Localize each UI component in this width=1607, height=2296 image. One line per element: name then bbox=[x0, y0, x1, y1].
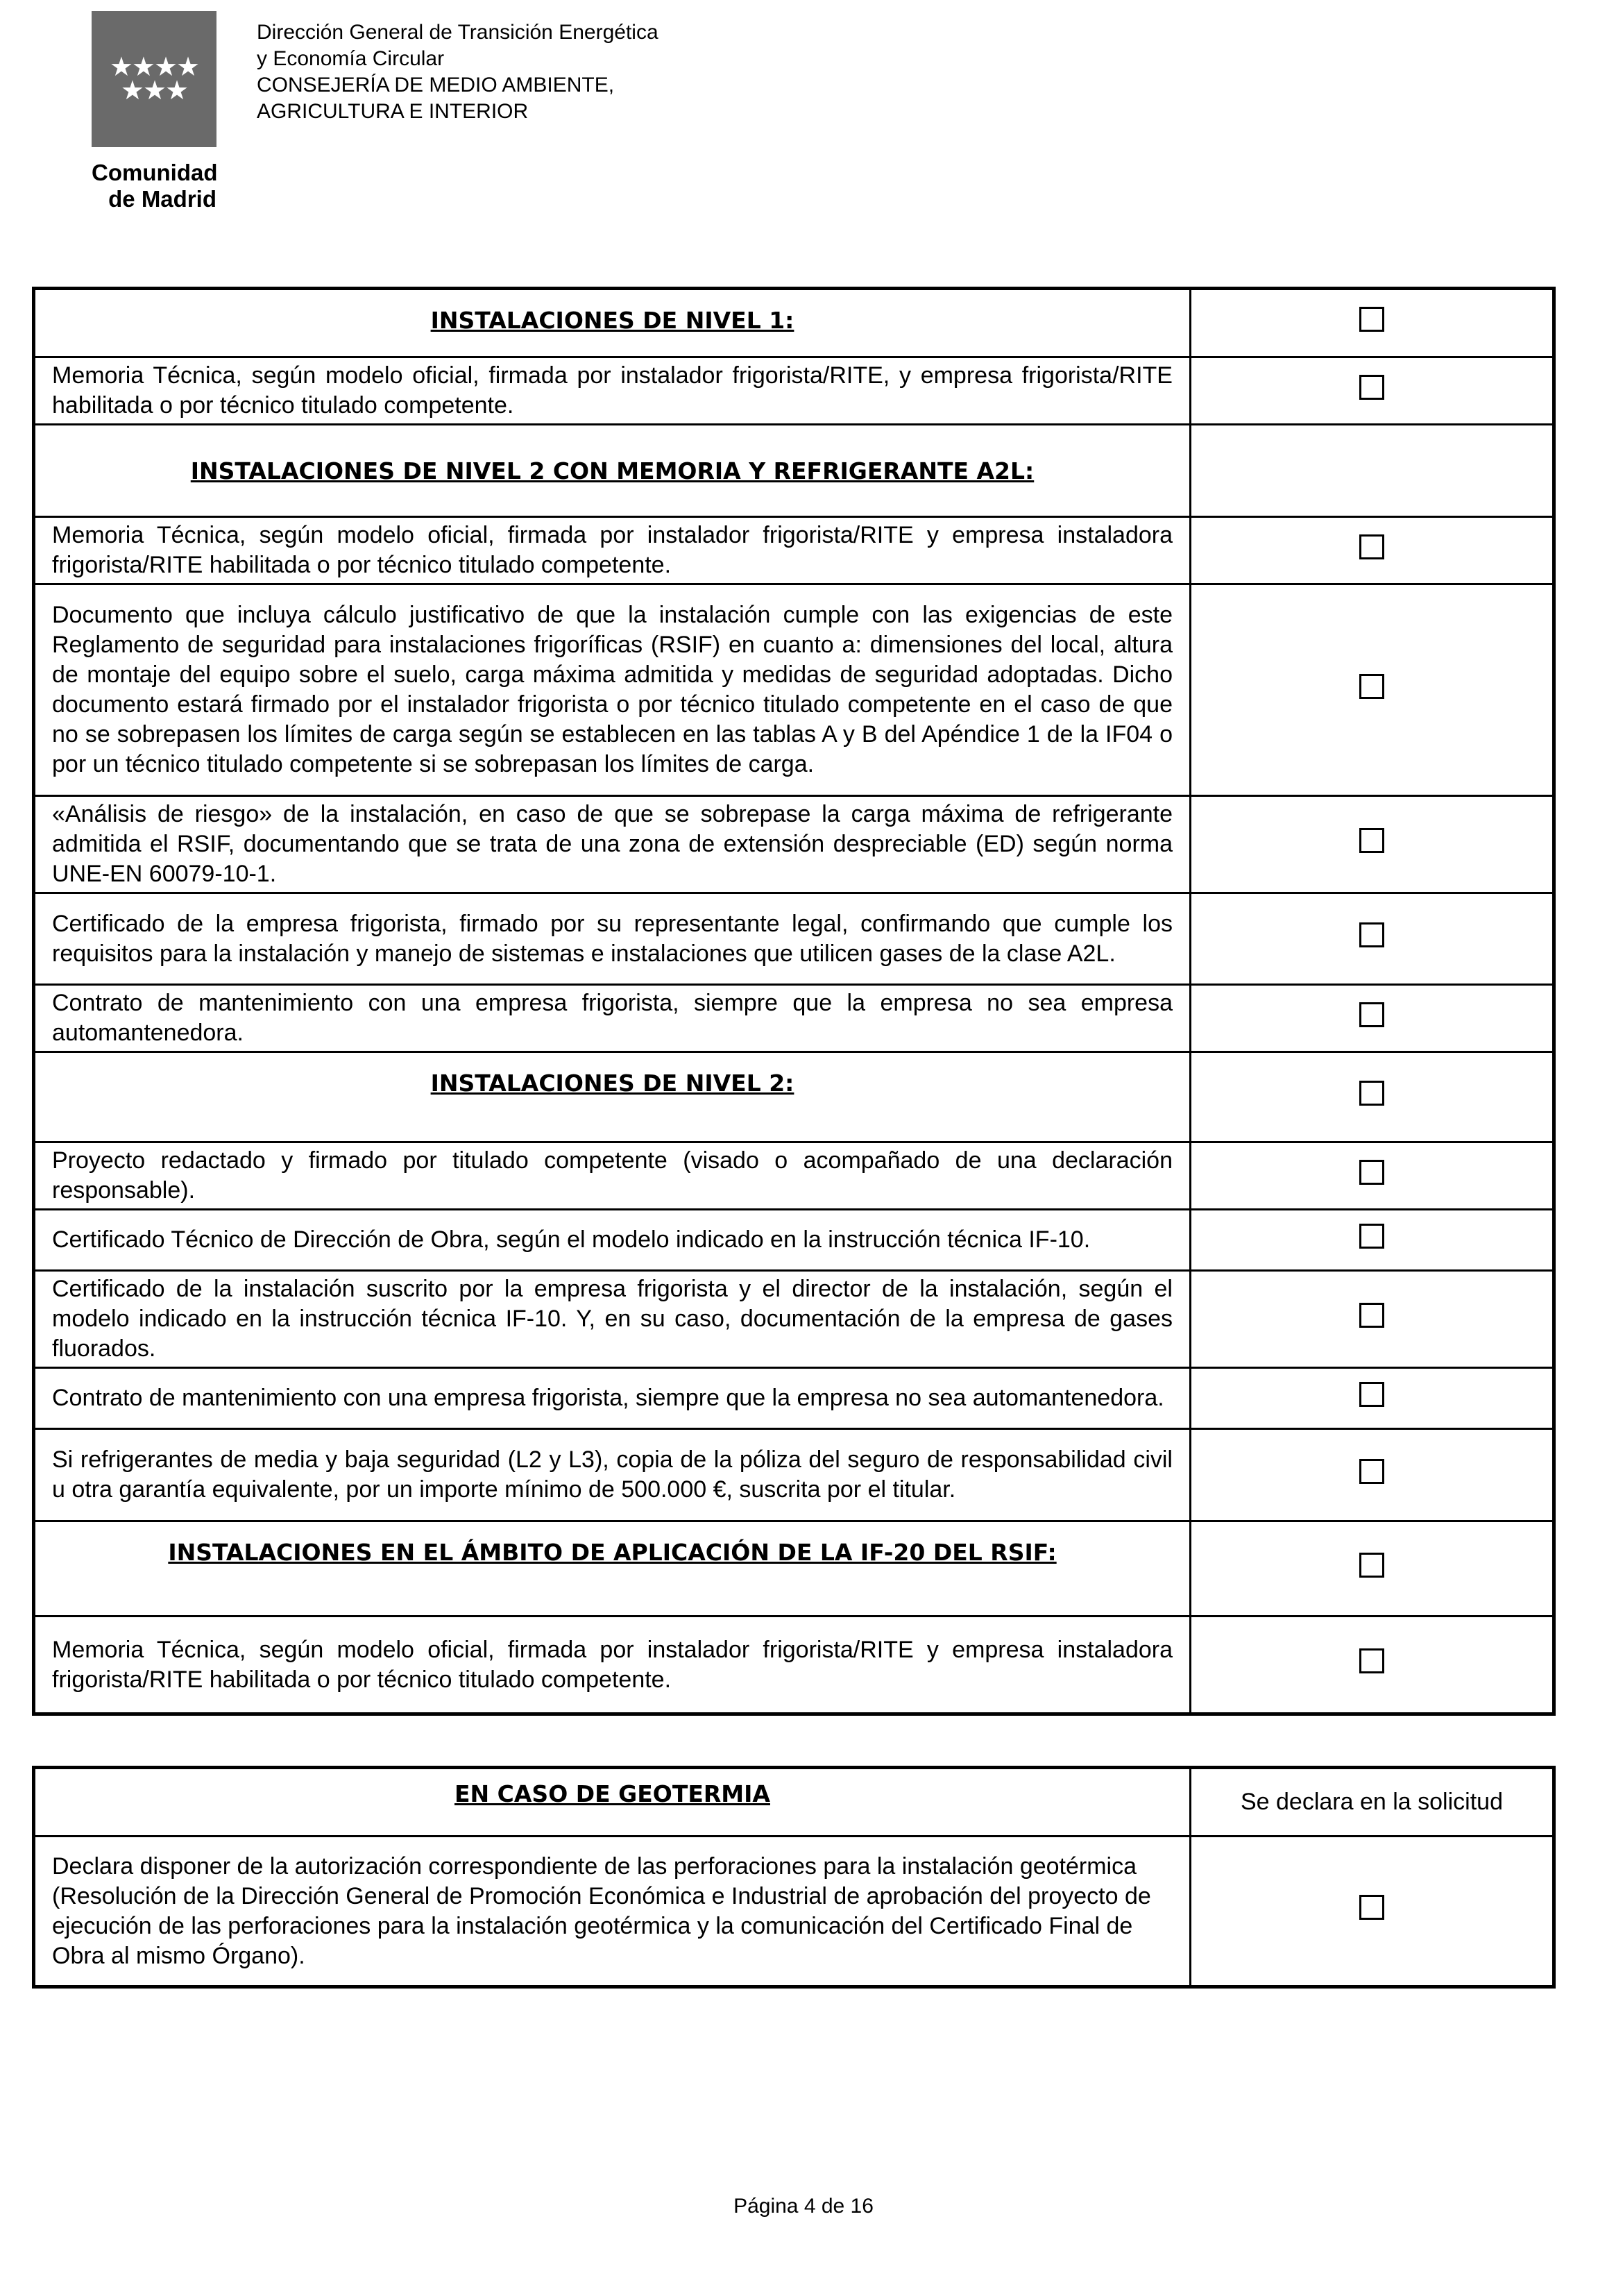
table-row bbox=[34, 1142, 1554, 1210]
stars-icon: ★★★★ ★★★ bbox=[109, 53, 199, 105]
section-header-row bbox=[34, 425, 1554, 517]
page-number: Página 4 de 16 bbox=[733, 2195, 874, 2218]
section-title: INSTALACIONES EN EL ÁMBITO DE APLICACIÓN DE LA IF-20 DEL RSIF: bbox=[34, 1521, 1191, 1617]
column-header: Se declara en la solicitud bbox=[1191, 1768, 1554, 1837]
checkbox-cell bbox=[1191, 893, 1554, 985]
geotermia-text: Declara disponer de la autorización correspondiente de las perforaciones para la instalación geotérmica (Resolución de la Dirección General de Promoción Económica e Industrial de aprobación del proyecto de ejecución de las perforaciones para la instalación geotérmica y la comunicación del Certificado Final de Obra al mismo Órgano). bbox=[34, 1837, 1191, 1987]
requirement-text: Memoria Técnica, según modelo oficial, firmada por instalador frigorista/RITE y empresa instaladora frigorista/RITE habilitada o por técnico titulado competente. bbox=[34, 1617, 1191, 1714]
requirement-text: Certificado de la empresa frigorista, firmado por su representante legal, confirmando que cumple los requisitos para la instalación y manejo de sistemas e instalaciones que utilicen gases de la clase A2L. bbox=[34, 893, 1191, 985]
section-title: INSTALACIONES DE NIVEL 2: bbox=[34, 1052, 1191, 1142]
table-row bbox=[34, 584, 1554, 796]
checkbox-cell bbox=[1191, 517, 1554, 584]
section-title: INSTALACIONES DE NIVEL 2 CON MEMORIA Y REFRIGERANTE A2L: bbox=[34, 425, 1191, 517]
checkbox-cell bbox=[1191, 1271, 1554, 1368]
checkbox-cell bbox=[1191, 289, 1554, 357]
checkbox[interactable] bbox=[1359, 828, 1384, 853]
checkbox[interactable] bbox=[1359, 1303, 1384, 1328]
logo-text: Comunidad de Madrid bbox=[92, 160, 218, 212]
requirement-text: Documento que incluya cálculo justificativo de que la instalación cumple con las exigencias de este Reglamento de seguridad para instalaciones frigoríficas (RSIF) en cuanto a: dimensiones del local, altura de montaje del equipo sobre el suelo, carga máxima admitida y medidas de seguridad adoptadas. Dicho documento estará firmado por el instalador frigorista o por técnico titulado competente en el caso de que no se sobrepasen los límites de carga según se establecen en las tablas A y B del Apéndice 1 de la IF04 o por un técnico titulado competente si se sobrepasan los límites de carga. bbox=[34, 584, 1191, 796]
geotermia-table bbox=[32, 1766, 1556, 1989]
table-row bbox=[34, 796, 1554, 893]
requirement-text: Proyecto redactado y firmado por titulado competente (visado o acompañado de una declaración responsable). bbox=[34, 1142, 1191, 1210]
checkbox[interactable] bbox=[1359, 375, 1384, 400]
checkbox[interactable] bbox=[1359, 1002, 1384, 1027]
checkbox[interactable] bbox=[1359, 922, 1384, 947]
checkbox[interactable] bbox=[1359, 1224, 1384, 1249]
requirement-text: Certificado de la instalación suscrito por la empresa frigorista y el director de la instalación, según el modelo indicado en la instrucción técnica IF-10. Y, en su caso, documentación de la empresa de gases fluorados. bbox=[34, 1271, 1191, 1368]
checkbox-cell bbox=[1191, 796, 1554, 893]
header-line: CONSEJERÍA DE MEDIO AMBIENTE, bbox=[257, 74, 615, 96]
requirement-text: Contrato de mantenimiento con una empresa frigorista, siempre que la empresa no sea automantenedora. bbox=[34, 1368, 1191, 1429]
checkbox-cell bbox=[1191, 1521, 1554, 1617]
section-header-row bbox=[34, 1052, 1554, 1142]
section-header-row bbox=[34, 289, 1554, 357]
section-header-row bbox=[34, 1521, 1554, 1617]
checkbox-cell bbox=[1191, 1052, 1554, 1142]
checkbox[interactable] bbox=[1359, 1160, 1384, 1185]
geotermia-title: EN CASO DE GEOTERMIA bbox=[34, 1768, 1191, 1837]
logo-emblem bbox=[92, 11, 216, 147]
checkbox[interactable] bbox=[1359, 1081, 1384, 1106]
requirements-table bbox=[32, 287, 1556, 1716]
checkbox[interactable] bbox=[1359, 674, 1384, 699]
checkbox-cell bbox=[1191, 1837, 1554, 1987]
table-row bbox=[34, 1271, 1554, 1368]
checkbox-cell bbox=[1191, 425, 1554, 517]
requirement-text: Contrato de mantenimiento con una empresa frigorista, siempre que la empresa no sea empresa automantenedora. bbox=[34, 985, 1191, 1052]
checkbox-cell bbox=[1191, 584, 1554, 796]
comunidad-de-madrid-logo bbox=[92, 11, 216, 212]
header-line: y Economía Circular bbox=[257, 47, 445, 70]
requirement-text: «Análisis de riesgo» de la instalación, en caso de que se sobrepase la carga máxima de refrigerante admitida el RSIF, documentando que se trata de una zona de extensión despreciable (ED) según norma UNE-EN 60079-10-1. bbox=[34, 796, 1191, 893]
checkbox-cell bbox=[1191, 1617, 1554, 1714]
table-row bbox=[34, 357, 1554, 425]
checkbox[interactable] bbox=[1359, 534, 1384, 559]
requirement-text: Certificado Técnico de Dirección de Obra, según el modelo indicado en la instrucción técnica IF-10. bbox=[34, 1210, 1191, 1271]
table-row bbox=[34, 1368, 1554, 1429]
checkbox[interactable] bbox=[1359, 1459, 1384, 1484]
table-row bbox=[34, 985, 1554, 1052]
requirement-text: Memoria Técnica, según modelo oficial, firmada por instalador frigorista/RITE, y empresa frigorista/RITE habilitada o por técnico titulado competente. bbox=[34, 357, 1191, 425]
checkbox[interactable] bbox=[1359, 1648, 1384, 1673]
department-header bbox=[257, 19, 658, 125]
table-row bbox=[34, 1210, 1554, 1271]
checkbox[interactable] bbox=[1359, 1553, 1384, 1578]
checkbox[interactable] bbox=[1359, 307, 1384, 332]
requirement-text: Si refrigerantes de media y baja seguridad (L2 y L3), copia de la póliza del seguro de responsabilidad civil u otra garantía equivalente, por un importe mínimo de 500.000 €, suscrita por el titular. bbox=[34, 1429, 1191, 1521]
checkbox-cell bbox=[1191, 1210, 1554, 1271]
header-line: AGRICULTURA E INTERIOR bbox=[257, 100, 529, 123]
table-row bbox=[34, 1617, 1554, 1714]
table-row bbox=[34, 517, 1554, 584]
header-line: Dirección General de Transición Energética bbox=[257, 21, 658, 44]
requirement-text: Memoria Técnica, según modelo oficial, firmada por instalador frigorista/RITE y empresa instaladora frigorista/RITE habilitada o por técnico titulado competente. bbox=[34, 517, 1191, 584]
table-row bbox=[34, 893, 1554, 985]
checkbox-cell bbox=[1191, 985, 1554, 1052]
checkbox-cell bbox=[1191, 1429, 1554, 1521]
table-row bbox=[34, 1429, 1554, 1521]
checkbox[interactable] bbox=[1359, 1382, 1384, 1407]
checkbox[interactable] bbox=[1359, 1895, 1384, 1920]
checkbox-cell bbox=[1191, 1142, 1554, 1210]
checkbox-cell bbox=[1191, 357, 1554, 425]
checkbox-cell bbox=[1191, 1368, 1554, 1429]
section-title: INSTALACIONES DE NIVEL 1: bbox=[34, 289, 1191, 357]
